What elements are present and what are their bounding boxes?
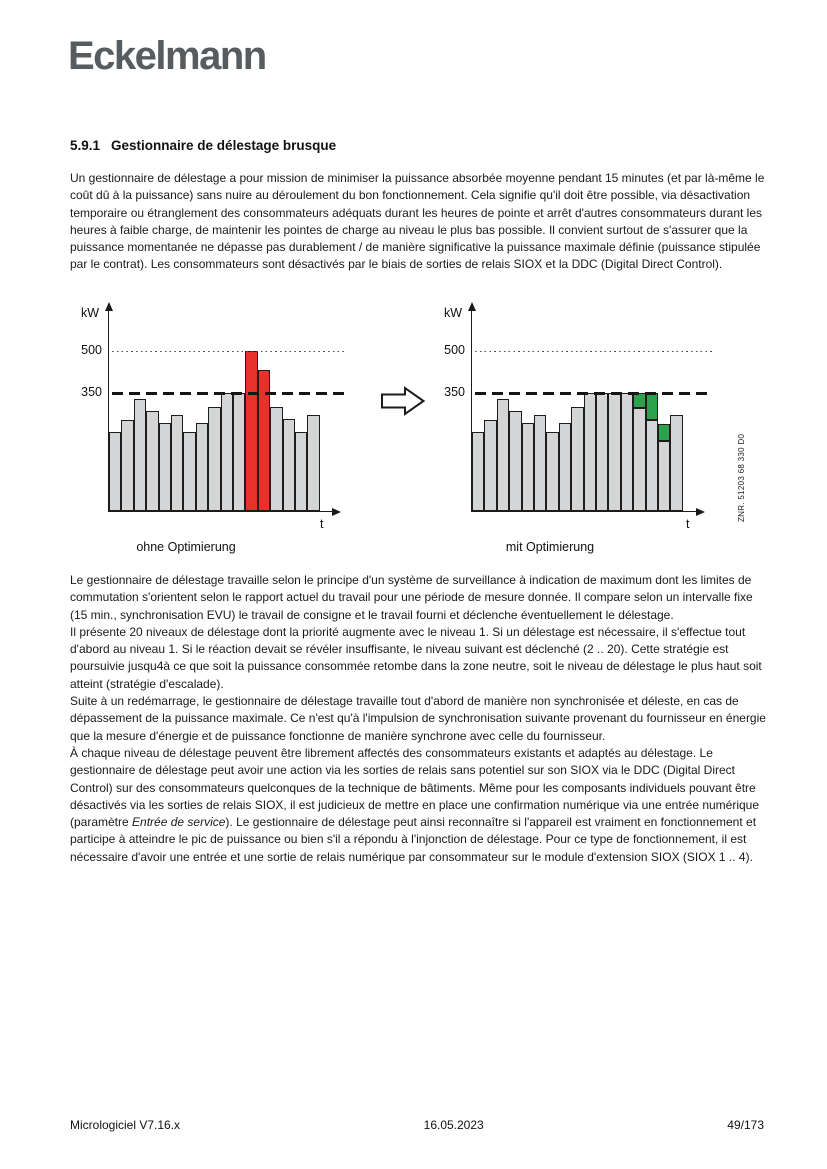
block-arrow-right-icon xyxy=(380,386,426,416)
footer-firmware-version: Micrologiciel V7.16.x xyxy=(70,1118,181,1132)
x-axis-arrowhead-icon xyxy=(332,508,341,516)
bar-segment xyxy=(633,408,645,511)
ref-line-500 xyxy=(475,351,712,352)
paragraph: Le gestionnaire de délestage travaille selon le principe d'un système de surveillance à indication de maximum dont les limites de commutation s'orientent selon le rapport actuel du travail pour une période de mesure donnée. Il compare selon un intervalle fixe (15 min., synchronisation EVU) le travail de consigne et le travail fourni et déclenche éventuellement le délestage. xyxy=(70,573,753,622)
bar-segment xyxy=(134,399,146,511)
bar-segment xyxy=(183,432,195,511)
italic-term: Entrée de service xyxy=(132,815,226,830)
footer-date: 16.05.2023 xyxy=(423,1118,484,1132)
paragraph-text: ). Le gestionnaire de délestage peut ainsi reconnaître si l'appareil est vraiment en fonctionnement et participe à atteindre le pic de puissance ou bien s'il a répondu à l'injonction de délestage. Pour ce type de fonctionnement, il est nécessaire d'avoir une entrée et une sortie de relais numérique par consommateur sur le module d'extension SIOX (SIOX 1 .. 4). xyxy=(70,815,757,864)
bar-segment xyxy=(534,415,546,511)
bar-segment xyxy=(121,420,133,511)
bar-segment xyxy=(146,411,158,511)
x-axis xyxy=(471,511,697,512)
x-axis-label: t xyxy=(320,517,324,531)
bar-segment xyxy=(608,393,620,511)
y-axis xyxy=(108,311,109,512)
paragraph-text: À chaque niveau de délestage peuvent être librement affectés des consommateurs existants et adaptés au délestage. Le gestionnaire de délestage peut avoir une action via les sorties de relais sans potentiel sur son SIOX via le DDC (Digital Direct Control) sur des consommateurs quelconques de la technique de bâtiments. Même pour les composants individuels pouvant être désactivés via les sorties de relais SIOX, il est judicieux de mettre en place une confirmation numérique via une entrée numérique (paramètre xyxy=(70,745,760,830)
bar-segment xyxy=(221,393,233,511)
y-tick-label: 350 xyxy=(444,385,465,400)
bar-segment xyxy=(571,407,583,511)
bar-segment xyxy=(307,415,319,511)
x-axis-arrowhead-icon xyxy=(696,508,705,516)
bar-segment xyxy=(208,407,220,511)
footer-page-number: 49/173 xyxy=(727,1118,764,1132)
bar-segment xyxy=(658,441,670,511)
bar-segment xyxy=(472,432,484,511)
y-tick-label: 500 xyxy=(444,343,465,358)
bar-segment xyxy=(295,432,307,511)
bar-segment xyxy=(646,393,658,419)
y-axis-label: kW xyxy=(81,306,100,320)
y-tick-label: 500 xyxy=(81,343,102,358)
bar-segment xyxy=(522,423,534,511)
eckelmann-logo: Eckelmann xyxy=(68,34,266,78)
y-axis-arrowhead-icon xyxy=(468,302,476,311)
bar-segment xyxy=(546,432,558,511)
paragraph: Suite à un redémarrage, le gestionnaire de délestage travaille tout d'abord de manière non synchronisée et déleste, en cas de dépassement de la puissance maximale. Ce n'est qu'à l'impulsion de synchronisation suivante provenant du fournisseur en énergie que la mesure d'énergie et de puissance fonctionne de manière synchrone avec celle du fournisseur. xyxy=(70,694,766,743)
bar-segment xyxy=(509,411,521,511)
bar-segment xyxy=(159,423,171,511)
bar-segment xyxy=(484,420,496,511)
x-axis xyxy=(108,511,333,512)
ref-line-500 xyxy=(112,351,347,352)
paragraph xyxy=(70,745,767,866)
intro-paragraph: Un gestionnaire de délestage a pour mission de minimiser la puissance absorbée moyenne pendant 15 minutes (et par là-même le coût dû à la puissance) sans nuire au déroulement du bon fonctionnement. Cela signifie qu'il doit être possible, via désactivation temporaire ou étranglement des consommateurs adéquats durant les heures de pointe et arrêt d'autres consommateurs durant les heures à faible charge, de maintenir les pointes de charge au niveau le plus bas possible. Il convient surtout de s'assurer que la puissance momentanée ne dépasse pas durablement / de manière significative la puissance maximale définie (puissance stipulée par le contrat). Les consommateurs sont désactivés par le biais de sorties de relais SIOX et la DDC (Digital Direct Control). xyxy=(70,171,765,272)
bar-segment xyxy=(233,393,245,511)
bar-segment xyxy=(171,415,183,511)
bar-segment xyxy=(196,423,208,511)
bar-segment xyxy=(584,393,596,511)
bar-segment xyxy=(621,393,633,511)
y-axis-label: kW xyxy=(444,306,463,320)
bar-segment xyxy=(633,393,645,408)
bar-segment xyxy=(596,393,608,511)
x-axis-label: t xyxy=(686,517,690,531)
ref-line-350 xyxy=(112,392,347,395)
bar-segment xyxy=(670,415,682,511)
chart-caption: mit Optimierung xyxy=(505,540,595,554)
ref-line-350 xyxy=(475,392,712,395)
body-text xyxy=(70,572,767,866)
section-number: 5.9.1 xyxy=(70,138,101,154)
page-footer xyxy=(70,1118,764,1132)
bar-segment xyxy=(497,399,509,511)
bar-segment xyxy=(283,419,295,511)
bar-segment xyxy=(646,420,658,511)
bar-segment xyxy=(270,407,282,511)
section-title: Gestionnaire de délestage brusque xyxy=(111,138,337,154)
y-axis-arrowhead-icon xyxy=(105,302,113,311)
paragraph: Il présente 20 niveaux de délestage dont la priorité augmente avec le niveau 1. Si un délestage est nécessaire, il s'effectue tout d'abord au niveau 1. Si le réaction devait se révéler insuffisante, le niveau suivant est déclenché (2 .. 20). Cette stratégie est poursuivie jusqu4à ce que soit la puissance consommée retombe dans la zone neutre, soit le niveau de délestage le plus haut soit atteint (stratégie d'escalade). xyxy=(70,624,762,691)
y-tick-label: 350 xyxy=(81,385,102,400)
figure-reference-number: ZNR. 51203 68 330 D0 xyxy=(737,433,746,522)
chart-caption: ohne Optimierung xyxy=(136,540,236,554)
y-axis xyxy=(471,311,472,512)
bar-segment xyxy=(245,351,257,511)
bar-segment xyxy=(559,423,571,511)
bar-segment xyxy=(658,424,670,441)
bar-segment xyxy=(258,370,270,511)
bar-segment xyxy=(109,432,121,511)
